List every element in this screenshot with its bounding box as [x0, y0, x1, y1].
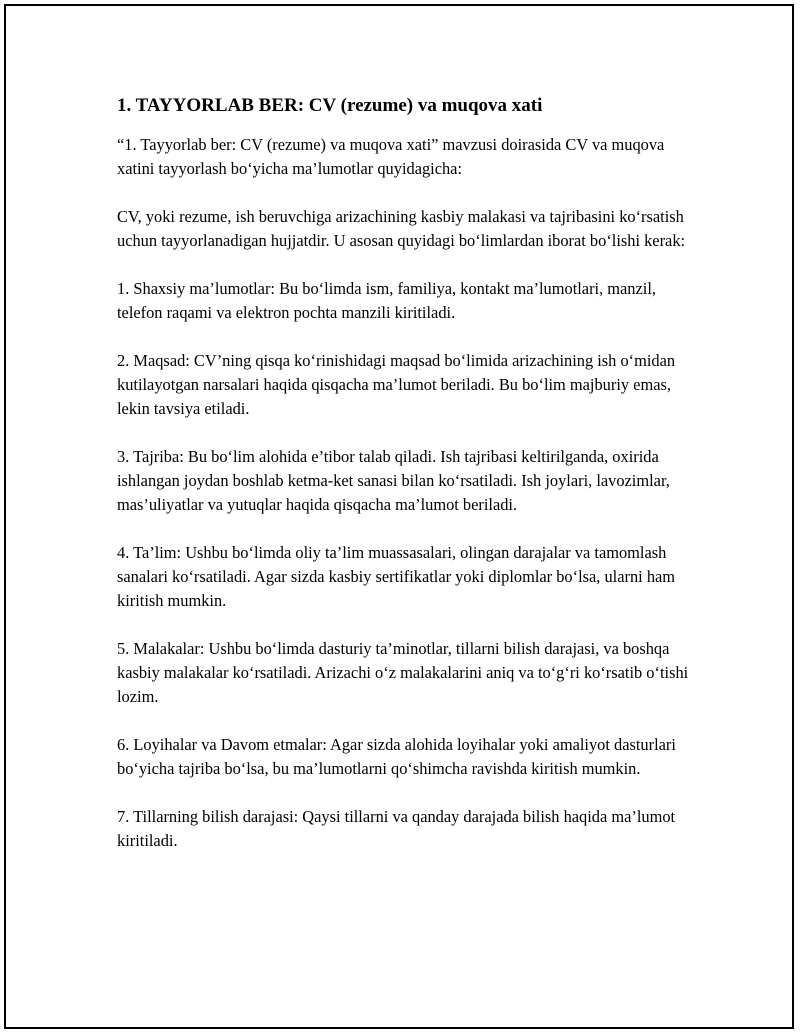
section-experience: 3. Tajriba: Bu bo‘lim alohida e’tibor talab qiladi. Ish tajribasi keltirilganda, oxirida ishlangan joydan boshlab ketma-ket sanasi bilan ko‘rsatiladi. Ish joylari, lavozimlar, mas’uliyatlar va yutuqlar haqida qisqacha ma’lumot beriladi.: [117, 447, 670, 514]
section-projects: 6. Loyihalar va Davom etmalar: Agar sizda alohida loyihalar yoki amaliyot dasturlari bo‘yicha tajriba bo‘lsa, bu ma’lumotlarni qo‘shimcha ravishda kiritish mumkin.: [117, 735, 676, 778]
document-body: [117, 94, 697, 853]
section-personal-info: 1. Shaxsiy ma’lumotlar: Bu bo‘limda ism, familiya, kontakt ma’lumotlari, manzil, telefon raqami va elektron pochta manzili kiritiladi.: [117, 279, 656, 322]
intro-paragraph: “1. Tayyorlab ber: CV (rezume) va muqova xati” mavzusi doirasida CV va muqova xatini tayyorlash bo‘yicha ma’lumotlar quyidagicha:: [117, 135, 665, 178]
section-skills: 5. Malakalar: Ushbu bo‘limda dasturiy ta’minotlar, tillarni bilish darajasi, va boshqa kasbiy malakalar ko‘rsatiladi. Arizachi o‘z malakalarini aniq va to‘g‘ri ko‘rsatib o‘tishi lozim.: [117, 639, 689, 706]
section-education: 4. Ta’lim: Ushbu bo‘limda oliy ta’lim muassasalari, olingan darajalar va tamomlash sanalari ko‘rsatiladi. Agar sizda kasbiy sertifikatlar yoki diplomlar bo‘lsa, ularni ham kiritish mumkin.: [117, 543, 676, 610]
section-languages: 7. Tillarning bilish darajasi: Qaysi tillarni va qanday darajada bilish haqida ma’lumot kiritiladi.: [117, 807, 676, 850]
section-objective: 2. Maqsad: CV’ning qisqa ko‘rinishidagi maqsad bo‘limida arizachining ish o‘midan kutilayotgan narsalari haqida qisqacha ma’lumot beriladi. Bu bo‘lim majburiy emas, lekin tavsiya etiladi.: [117, 351, 676, 418]
cv-definition-paragraph: CV, yoki rezume, ish beruvchiga arizachining kasbiy malakasi va tajribasini ko‘rsatish uchun tayyorlanadigan hujjatdir. U asosan quyidagi bo‘limlardan iborat bo‘lishi kerak:: [117, 207, 686, 250]
document-title: 1. TAYYORLAB BER: CV (rezume) va muqova xati: [117, 95, 543, 116]
